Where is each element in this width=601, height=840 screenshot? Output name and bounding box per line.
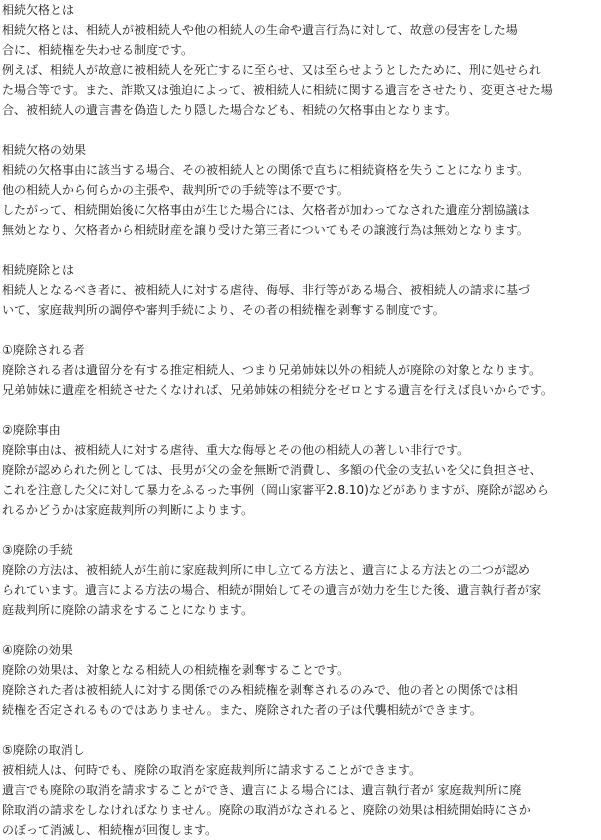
section-heading: 相続欠格とは <box>2 3 75 17</box>
section-heading: 相続欠格の効果 <box>2 143 87 157</box>
section-souzoku-haijo <box>2 260 600 320</box>
paragraph-line: のぼって消滅し、相続権が回復します。 <box>2 823 218 837</box>
paragraph-line: 合に、相続権を失わせる制度です。 <box>2 43 194 57</box>
paragraph-line: 相続欠格とは、相続人が被相続人や他の相続人の生命や遺言行為に対して、故意の侵害をした場 <box>2 23 518 37</box>
paragraph-line: 廃除事由は、被相続人に対する虐待、重大な侮辱とその他の相続人の著しい非行です。 <box>2 443 470 457</box>
paragraph-line: 合、被相続人の遺言書を偽造したり隠した場合なども、相続の欠格事由となります。 <box>2 103 458 117</box>
section-spacer <box>2 320 600 340</box>
paragraph-line: た場合等です。また、詐欺又は強迫によって、被相続人に相続に関する遺言をさせたり、変更させた場 <box>2 83 553 97</box>
paragraph-line: 庭裁判所に廃除の請求をすることになります。 <box>2 603 254 617</box>
paragraph-line: したがって、相続開始後に欠格事由が生じた場合には、欠格者が加わってなされた遺産分割協議は <box>2 203 530 217</box>
paragraph-line: 被相続人は、何時でも、廃除の取消を家庭裁判所に請求することができます。 <box>2 763 422 777</box>
paragraph-line: 廃除の効果は、対象となる相続人の相続権を剥奪することです。 <box>2 663 350 677</box>
section-haijo-kouka <box>2 640 600 720</box>
section-spacer <box>2 620 600 640</box>
paragraph-line: 廃除の方法は、被相続人が生前に家庭裁判所に申し立てる方法と、遺言による方法との二つが認め <box>2 563 531 577</box>
section-spacer <box>2 520 600 540</box>
section-heading: ⑤廃除の取消し <box>2 743 85 757</box>
paragraph-line: 続権を否定されるものではありません。また、廃除された者の子は代襲相続ができます。 <box>2 703 482 717</box>
section-haijo-tetsuzuki <box>2 540 600 620</box>
section-heading: ④廃除の効果 <box>2 643 73 657</box>
document-body <box>2 0 600 840</box>
section-heading: ②廃除事由 <box>2 423 61 437</box>
paragraph-line: 兄弟姉妹に遺産を相続させたくなければ、兄弟姉妹の相続分をゼロとする遺言を行えば良いからです。 <box>2 383 553 397</box>
paragraph-line: 例えば、相続人が故意に被相続人を死亡するに至らせ、又は至らせようとしたために、刑に処せられ <box>2 63 541 77</box>
section-heading: 相続廃除とは <box>2 263 75 277</box>
section-haijo-jiyu <box>2 420 600 520</box>
paragraph-line: られています。遺言による方法の場合、相続が開始してその遺言が効力を生じた後、遺言執行者が家 <box>2 583 542 597</box>
paragraph-line: 除取消の請求をしなければなりません。廃除の取消がなされると、廃除の効果は相続開始時にさか <box>2 803 531 817</box>
section-spacer <box>2 120 600 140</box>
paragraph-line: 廃除が認められた例としては、長男が父の金を無断で消費し、多額の代金の支払いを父に負担させ、 <box>2 463 542 477</box>
section-spacer <box>2 400 600 420</box>
paragraph-line: 廃除される者は遺留分を有する推定相続人、つまり兄弟姉妹以外の相続人が廃除の対象となります。 <box>2 363 542 377</box>
paragraph-line: れるかどうかは家庭裁判所の判断によります。 <box>2 503 254 517</box>
paragraph-line: 遺言でも廃除の取消を請求することができ、遺言による場合には、遺言執行者が 家庭裁判所に廃 <box>2 783 522 797</box>
section-spacer <box>2 240 600 260</box>
paragraph-line: いて、家庭裁判所の調停や審判手続により、その者の相続権を剥奪する制度です。 <box>2 303 445 317</box>
paragraph-line: これを注意した父に対して暴力をふるった事例（岡山家審平2.8.10)などがありますが、廃除が認めら <box>2 483 549 497</box>
section-haijo-sareru-mono <box>2 340 600 400</box>
paragraph-line: 相続の欠格事由に該当する場合、その被相続人との関係で直ちに相続資格を失うことになります。 <box>2 163 530 177</box>
section-spacer <box>2 720 600 740</box>
paragraph-line: 他の相続人から何らかの主張や、裁判所での手続等は不要です。 <box>2 183 349 197</box>
section-kekkaku-kouka <box>2 140 600 240</box>
section-souzoku-kekkaku <box>2 0 600 120</box>
paragraph-line: 廃除された者は被相続人に対する関係でのみ相続権を剥奪されるのみで、他の者との関係では相 <box>2 683 518 697</box>
paragraph-line: 相続人となるべき者に、被相続人に対する虐待、侮辱、非行等がある場合、被相続人の請求に基づ <box>2 283 531 297</box>
section-heading: ①廃除される者 <box>2 343 85 357</box>
paragraph-line: 無効となり、欠格者から相続財産を譲り受けた第三者についてもその譲渡行為は無効となります。 <box>2 223 529 237</box>
section-heading: ③廃除の手続 <box>2 543 73 557</box>
section-haijo-torikeshi <box>2 740 600 840</box>
